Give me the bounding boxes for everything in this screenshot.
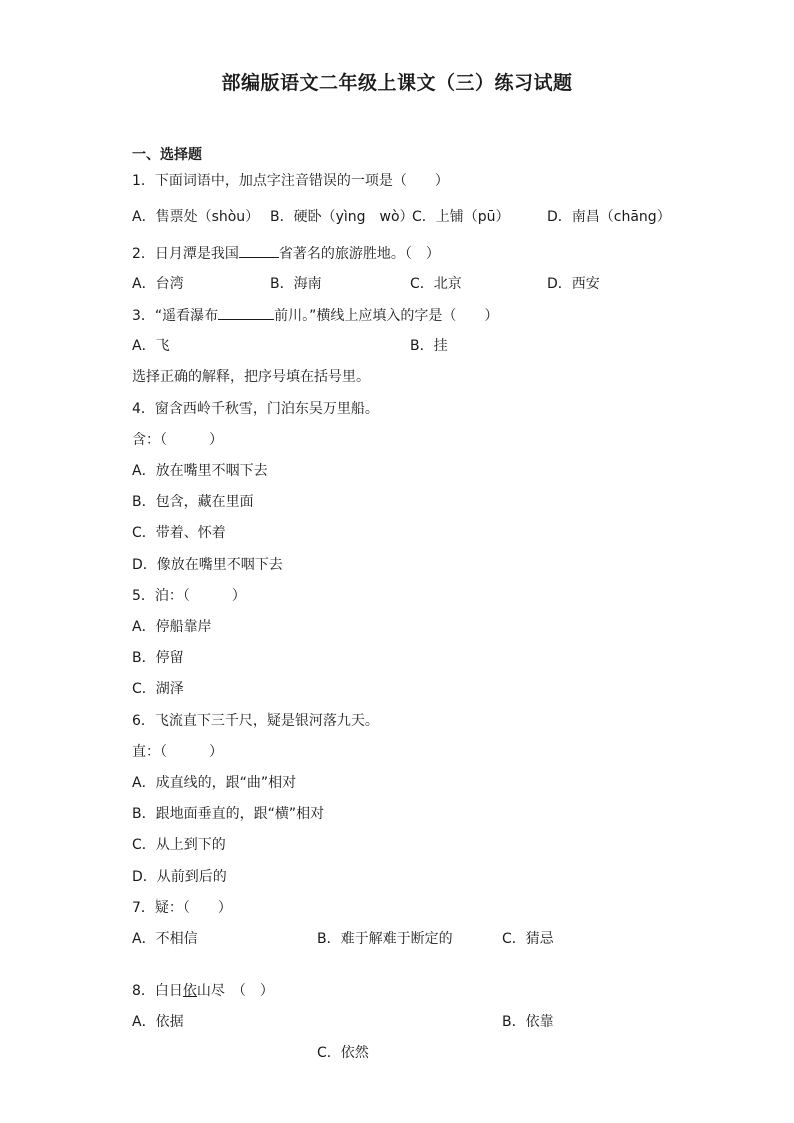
q5-option-c: C．湖泽 [132, 681, 184, 697]
question-6-stem: 6．飞流直下三千尺，疑是银河落九天。 [132, 713, 379, 729]
q3-stem-pre: 3．“遥看瀑布 [132, 308, 219, 324]
q2-blank [239, 243, 279, 258]
q8-option-c: C．依然 [317, 1045, 369, 1061]
q3-option-b: B．挂 [410, 338, 448, 354]
q1-option-d: D．南昌（chāng） [547, 209, 671, 225]
q6-option-a: A．成直线的，跟“曲”相对 [132, 775, 297, 791]
q6-option-c: C．从上到下的 [132, 837, 226, 853]
q4-sub-prompt: 含：（ ） [132, 432, 223, 448]
q3-stem-post: 前川。”横线上应填入的字是（ ） [274, 308, 499, 324]
q1-option-a: A．售票处（shòu） [132, 209, 260, 225]
question-1-stem: 1．下面词语中，加点字注音错误的一项是（ ） [132, 173, 449, 189]
q2-stem-pre: 2．日月潭是我国 [132, 246, 239, 262]
q2-option-b: B．海南 [270, 276, 322, 292]
q6-option-d: D．从前到后的 [132, 869, 227, 885]
q7-option-a: A．不相信 [132, 931, 198, 947]
q1-option-b: B．硬卧（yìng wò） [270, 209, 414, 225]
page-title: 部编版语文二年级上课文（三）练习试题 [221, 72, 573, 94]
q4-option-c: C．带着、怀着 [132, 525, 226, 541]
instruction-text: 选择正确的解释，把序号填在括号里。 [132, 369, 370, 385]
q4-option-d: D．像放在嘴里不咽下去 [132, 557, 283, 573]
question-8-stem [132, 981, 274, 1001]
question-3-stem [132, 305, 498, 326]
q3-option-a: A．飞 [132, 338, 170, 354]
q2-option-c: C．北京 [410, 276, 462, 292]
q7-option-c: C．猜忌 [502, 931, 554, 947]
q4-option-a: A．放在嘴里不咽下去 [132, 463, 268, 479]
q8-option-b: B．依靠 [502, 1014, 554, 1030]
q6-option-b: B．跟地面垂直的，跟“横”相对 [132, 806, 325, 822]
q8-marked-char: 依 [182, 983, 197, 999]
q3-blank [218, 305, 274, 320]
q1-option-c: C．上铺（pū） [412, 209, 510, 225]
question-2-stem [132, 243, 440, 264]
q2-option-a: A．台湾 [132, 276, 184, 292]
q7-option-b: B．难于解难于断定的 [317, 931, 453, 947]
q8-stem-pre: 8．白日 [132, 983, 183, 999]
q5-option-a: A．停船靠岸 [132, 619, 212, 635]
q8-option-a: A．依据 [132, 1014, 184, 1030]
section-heading: 一、选择题 [132, 147, 202, 163]
question-7-stem: 7．疑：（ ） [132, 900, 232, 916]
q6-sub-prompt: 直：（ ） [132, 744, 223, 760]
question-4-stem: 4．窗含西岭千秋雪，门泊东吴万里船。 [132, 401, 379, 417]
q2-stem-post: 省著名的旅游胜地。（ ） [278, 246, 440, 262]
q5-option-b: B．停留 [132, 650, 184, 666]
q2-option-d: D．西安 [547, 276, 600, 292]
question-5-stem: 5．泊：（ ） [132, 588, 246, 604]
q8-stem-post: 山尽 （ ） [196, 983, 274, 999]
q4-option-b: B．包含，藏在里面 [132, 494, 254, 510]
